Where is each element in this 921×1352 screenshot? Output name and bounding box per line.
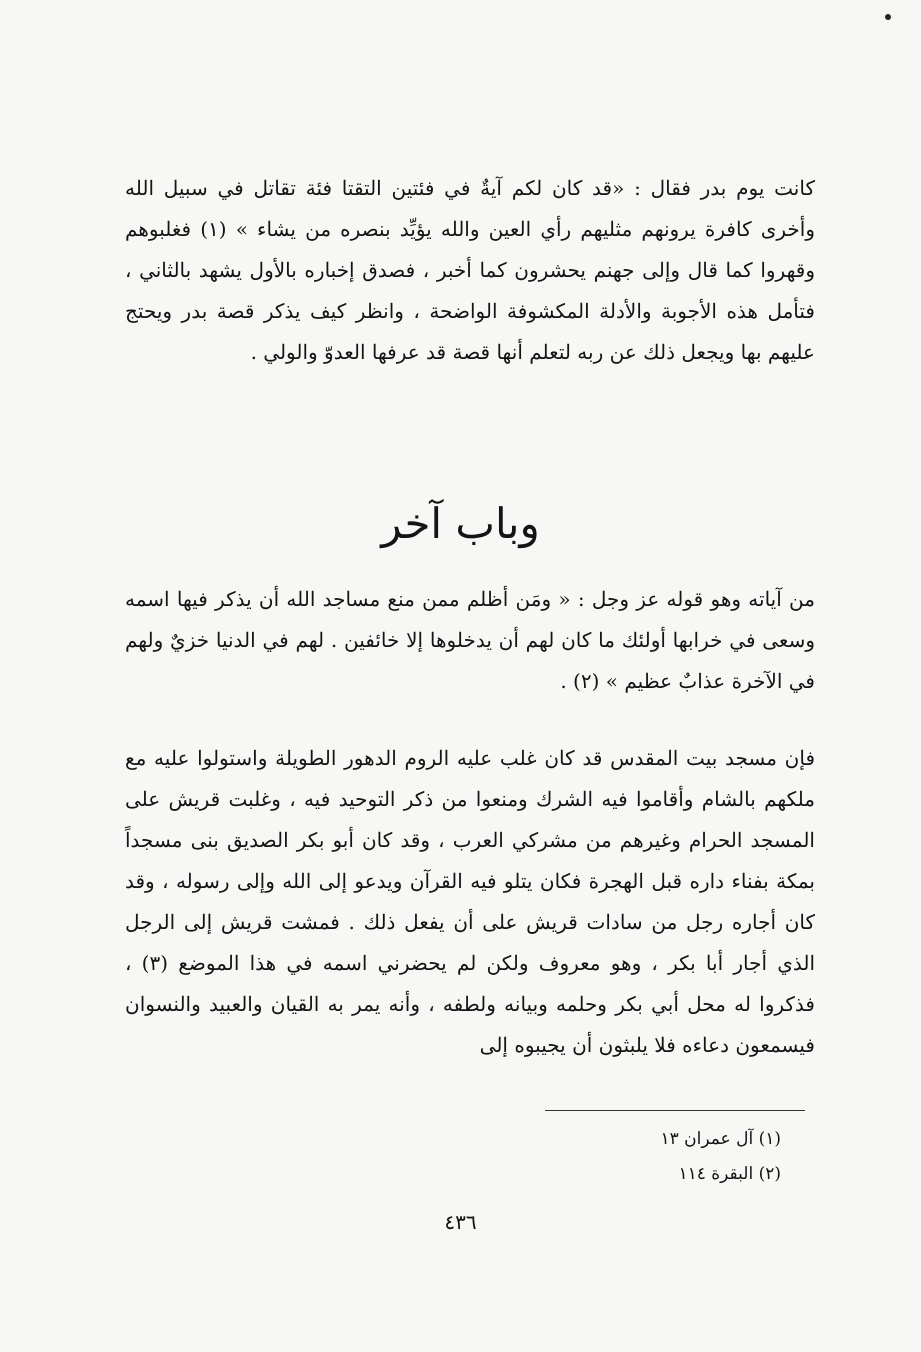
ink-speck bbox=[885, 14, 891, 20]
footnote-divider bbox=[545, 1110, 805, 1111]
paragraph-verse: من آياته وهو قوله عز وجل : « ومَن أظلم ممن منع مساجد الله أن يذكر فيها اسمه وسعى في خرابها أولئك ما كان لهم أن يدخلوها إلا خائفين . لهم في الدنيا خزيٌ ولهم في الآخرة عذابٌ عظيم » (٢) . bbox=[125, 587, 815, 693]
footnote-2: (٢) البقرة ١١٤ bbox=[678, 1164, 781, 1184]
page-number: ٤٣٦ bbox=[444, 1210, 477, 1234]
paragraph-masjid: فإن مسجد بيت المقدس قد كان غلب عليه الروم الدهور الطويلة واستولوا عليه مع ملكهم بالشام وأقاموا فيه الشرك ومنعوا من ذكر التوحيد فيه ، وغلبت قريش على المسجد الحرام وغيرهم من مشركي العرب ، وقد كان أبو بكر الصديق بنى مسجداً بمكة بفناء داره قبل الهجرة فكان يتلو فيه القرآن ويدعو إلى الله وإلى رسوله ، وقد كان أجاره رجل من سادات قريش على أن يفعل ذلك . فمشت قريش إلى الرجل الذي أجار أبا بكر ، وهو معروف ولكن لم يحضرني اسمه في هذا الموضع (٣) ، فذكروا له محل أبي بكر وحلمه وبيانه ولطفه ، وأنه يمر به القيان والعبيد والنسوان فيسمعون دعاءه فلا يلبثون أن يجيبوه إلى bbox=[125, 746, 816, 1057]
footnote-1: (١) آل عمران ١٣ bbox=[660, 1129, 781, 1149]
section-heading: وباب آخر bbox=[381, 499, 540, 548]
paragraph-badr: كانت يوم بدر فقال : «قد كان لكم آيةٌ في فئتين التقتا فئة تقاتل في سبيل الله وأخرى كافرة يرونهم مثليهم رأي العين والله يؤيِّد بنصره من يشاء » (١) فغلبوهم وقهروا كما قال وإلى جهنم يحشرون كما أخبر ، فصدق إخباره بالأول يشهد بالثاني ، فتأمل هذه الأجوبة والأدلة المكشوفة الواضحة ، وانظر كيف يذكر قصة بدر ويحتج عليهم بها ويجعل ذلك عن ربه لتعلم أنها قصة قد عرفها العدوّ والولي . bbox=[125, 176, 816, 364]
